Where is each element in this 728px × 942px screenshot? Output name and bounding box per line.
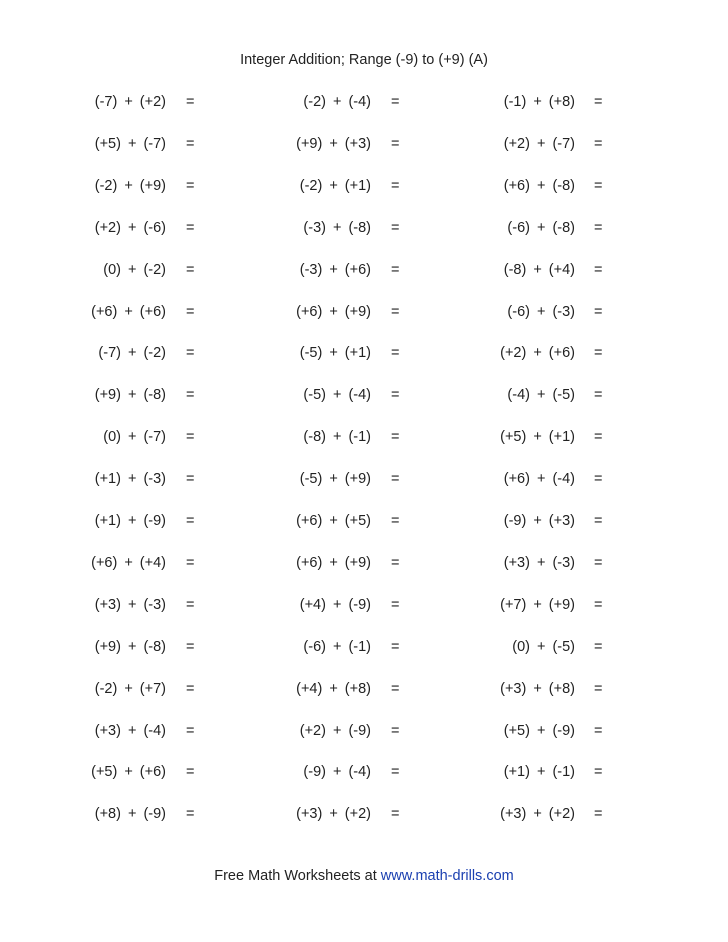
- operand-right: (+6): [344, 261, 371, 278]
- operand-left: (+6): [296, 554, 323, 571]
- plus-operator: +: [329, 177, 338, 194]
- equals-sign: =: [594, 261, 603, 278]
- plus-operator: +: [124, 764, 133, 781]
- operand-left: (+6): [91, 554, 118, 571]
- operand-right: (-9): [143, 806, 166, 823]
- operand-left: (+1): [94, 471, 121, 488]
- equals-sign: =: [594, 722, 603, 739]
- operand-right: (+9): [344, 303, 371, 320]
- plus-operator: +: [536, 135, 546, 152]
- footer-link[interactable]: www.math-drills.com: [380, 868, 514, 884]
- equals-sign: =: [186, 345, 195, 362]
- problem: [0, 762, 575, 782]
- equals-sign: =: [186, 638, 195, 655]
- operand-right: (-2): [143, 345, 166, 362]
- equals-sign: =: [186, 387, 195, 404]
- equals-sign: =: [391, 135, 400, 152]
- operand-left: (-4): [507, 387, 530, 404]
- plus-operator: +: [536, 764, 546, 781]
- plus-operator: +: [127, 596, 137, 613]
- plus-operator: +: [127, 387, 137, 404]
- plus-operator: +: [329, 261, 338, 278]
- problem-expression: [504, 721, 575, 741]
- equals-sign: =: [186, 303, 195, 320]
- plus-operator: +: [332, 94, 342, 110]
- operand-right: (+6): [139, 303, 166, 320]
- problem: [0, 134, 575, 154]
- operand-right: (-9): [143, 513, 166, 529]
- plus-operator: +: [533, 596, 542, 613]
- equals-sign: =: [391, 722, 400, 739]
- operand-right: (+2): [344, 806, 371, 823]
- plus-operator: +: [533, 680, 542, 697]
- equals-sign: =: [594, 135, 603, 152]
- operand-right: (-7): [143, 135, 166, 152]
- equals-sign: =: [391, 177, 400, 194]
- equals-sign: =: [186, 596, 195, 613]
- operand-right: (+8): [344, 680, 371, 697]
- operand-left: (+6): [503, 177, 530, 194]
- operand-right: (+9): [139, 177, 166, 194]
- operand-left: (-5): [299, 345, 323, 362]
- operand-right: (-5): [552, 387, 575, 404]
- operand-right: (+4): [139, 554, 166, 571]
- operand-right: (-3): [143, 471, 166, 488]
- operand-left: (+1): [94, 513, 121, 529]
- problem-expression: [504, 134, 575, 154]
- problem: [0, 92, 575, 112]
- problem: [0, 679, 575, 699]
- equals-sign: =: [391, 680, 400, 697]
- operand-left: (-8): [503, 261, 527, 278]
- plus-operator: +: [536, 219, 546, 236]
- operand-right: (-7): [143, 429, 166, 446]
- operand-right: (-9): [552, 722, 575, 739]
- operand-left: (+5): [503, 722, 530, 739]
- equals-sign: =: [186, 429, 195, 446]
- plus-operator: +: [124, 303, 133, 320]
- problem-expression: [504, 469, 575, 489]
- equals-sign: =: [391, 94, 400, 110]
- operand-right: (+9): [548, 596, 575, 613]
- problem: [0, 176, 575, 196]
- problem-expression: [500, 427, 575, 447]
- operand-left: (-6): [507, 219, 530, 236]
- problem-expression: [507, 218, 575, 238]
- operand-left: (-5): [299, 471, 323, 488]
- operand-left: (-7): [98, 345, 121, 362]
- operand-left: (+1): [503, 764, 530, 781]
- operand-left: (-7): [94, 94, 118, 110]
- operand-left: (0): [103, 429, 121, 446]
- problem: [0, 721, 575, 741]
- operand-right: (+1): [548, 429, 575, 446]
- equals-sign: =: [391, 429, 400, 446]
- operand-left: (-6): [303, 638, 326, 655]
- plus-operator: +: [329, 471, 338, 488]
- equals-sign: =: [594, 680, 603, 697]
- equals-sign: =: [594, 596, 603, 613]
- operand-left: (+6): [503, 471, 530, 488]
- problem: [0, 260, 575, 280]
- operand-left: (+2): [500, 345, 527, 362]
- plus-operator: +: [124, 94, 133, 110]
- problem-expression: [507, 385, 575, 405]
- problem: [0, 343, 575, 363]
- worksheet-title: Integer Addition; Range (-9) to (+9) (A): [240, 52, 488, 68]
- operand-right: (+1): [344, 345, 371, 362]
- operand-left: (0): [103, 261, 121, 278]
- operand-right: (-9): [348, 596, 371, 613]
- equals-sign: =: [594, 177, 603, 194]
- operand-right: (+6): [139, 764, 166, 781]
- equals-sign: =: [186, 94, 195, 110]
- equals-sign: =: [186, 219, 195, 236]
- problem-expression: [507, 302, 575, 322]
- equals-sign: =: [594, 429, 603, 446]
- operand-left: (+2): [299, 722, 326, 739]
- plus-operator: +: [124, 554, 133, 571]
- plus-operator: +: [127, 261, 137, 278]
- operand-right: (+3): [344, 135, 371, 152]
- operand-left: (-9): [303, 764, 326, 781]
- operand-right: (-9): [348, 722, 371, 739]
- problem-expression: [504, 176, 575, 196]
- operand-left: (+3): [94, 722, 121, 739]
- problem: [0, 469, 575, 489]
- operand-left: (+9): [94, 387, 121, 404]
- equals-sign: =: [186, 471, 195, 488]
- problem: [0, 637, 575, 657]
- plus-operator: +: [329, 806, 338, 823]
- operand-left: (+3): [503, 554, 530, 571]
- plus-operator: +: [127, 471, 137, 488]
- plus-operator: +: [127, 345, 137, 362]
- problem-expression: [504, 511, 575, 531]
- operand-left: (-2): [94, 680, 118, 697]
- equals-sign: =: [186, 177, 195, 194]
- problem: [0, 218, 575, 238]
- operand-left: (-2): [94, 177, 118, 194]
- problem: [0, 302, 575, 322]
- equals-sign: =: [391, 219, 400, 236]
- equals-sign: =: [186, 513, 195, 529]
- operand-left: (+6): [91, 303, 118, 320]
- plus-operator: +: [332, 722, 342, 739]
- equals-sign: =: [391, 554, 400, 571]
- equals-sign: =: [594, 806, 603, 823]
- equals-sign: =: [186, 764, 195, 781]
- equals-sign: =: [594, 219, 603, 236]
- plus-operator: +: [536, 303, 546, 320]
- plus-operator: +: [536, 177, 546, 194]
- operand-right: (+6): [548, 345, 575, 362]
- equals-sign: =: [594, 554, 603, 571]
- plus-operator: +: [329, 135, 338, 152]
- problem-expression: [500, 804, 575, 824]
- problem-expression: [500, 595, 575, 615]
- operand-left: (+5): [91, 764, 118, 781]
- operand-right: (+3): [548, 513, 575, 529]
- operand-right: (-8): [552, 219, 575, 236]
- operand-left: (-2): [303, 94, 326, 110]
- operand-left: (-3): [303, 219, 326, 236]
- operand-right: (+4): [548, 261, 575, 278]
- equals-sign: =: [391, 471, 400, 488]
- operand-right: (-6): [143, 219, 166, 236]
- plus-operator: +: [332, 764, 342, 781]
- plus-operator: +: [127, 806, 137, 823]
- problem-expression: [512, 637, 575, 657]
- operand-left: (-3): [299, 261, 323, 278]
- operand-right: (-8): [348, 219, 371, 236]
- plus-operator: +: [332, 638, 342, 655]
- equals-sign: =: [186, 806, 195, 823]
- plus-operator: +: [533, 806, 542, 823]
- equals-sign: =: [186, 135, 195, 152]
- operand-left: (+7): [500, 596, 527, 613]
- problem-expression: [504, 92, 575, 112]
- equals-sign: =: [391, 638, 400, 655]
- equals-sign: =: [186, 261, 195, 278]
- plus-operator: +: [329, 680, 338, 697]
- equals-sign: =: [391, 387, 400, 404]
- operand-left: (-6): [507, 303, 530, 320]
- operand-left: (+4): [299, 596, 326, 613]
- operand-right: (-8): [143, 387, 166, 404]
- equals-sign: =: [186, 680, 195, 697]
- plus-operator: +: [332, 429, 342, 446]
- equals-sign: =: [594, 513, 603, 529]
- equals-sign: =: [594, 94, 603, 110]
- equals-sign: =: [594, 387, 603, 404]
- operand-left: (-8): [303, 429, 326, 446]
- problem-expression: [504, 553, 575, 573]
- operand-right: (-1): [348, 429, 371, 446]
- operand-left: (+3): [500, 806, 527, 823]
- operand-left: (+9): [296, 135, 323, 152]
- equals-sign: =: [186, 722, 195, 739]
- equals-sign: =: [391, 764, 400, 781]
- operand-left: (-9): [503, 513, 527, 529]
- footer-text: Free Math Worksheets at: [214, 868, 381, 884]
- equals-sign: =: [594, 764, 603, 781]
- operand-left: (+3): [296, 806, 323, 823]
- operand-right: (+1): [344, 177, 371, 194]
- problem: [0, 804, 575, 824]
- operand-right: (-4): [348, 94, 371, 110]
- operand-left: (+9): [94, 638, 121, 655]
- operand-left: (-5): [303, 387, 326, 404]
- equals-sign: =: [391, 596, 400, 613]
- plus-operator: +: [536, 554, 546, 571]
- problem: [0, 511, 575, 531]
- operand-right: (-3): [552, 303, 575, 320]
- operand-right: (+5): [344, 513, 371, 529]
- operand-right: (-7): [552, 135, 575, 152]
- operand-right: (-8): [143, 638, 166, 655]
- operand-right: (+2): [139, 94, 166, 110]
- plus-operator: +: [127, 135, 137, 152]
- operand-right: (+2): [548, 806, 575, 823]
- operand-right: (-3): [552, 554, 575, 571]
- equals-sign: =: [186, 554, 195, 571]
- equals-sign: =: [391, 261, 400, 278]
- operand-right: (-4): [348, 764, 371, 781]
- plus-operator: +: [536, 387, 546, 404]
- operand-right: (+7): [139, 680, 166, 697]
- problem-expression: [504, 762, 575, 782]
- operand-right: (-4): [143, 722, 166, 739]
- operand-left: (+2): [94, 219, 121, 236]
- problem-expression: [500, 343, 575, 363]
- operand-left: (-2): [299, 177, 323, 194]
- equals-sign: =: [594, 638, 603, 655]
- operand-left: (+3): [94, 596, 121, 613]
- operand-left: (+2): [503, 135, 530, 152]
- plus-operator: +: [533, 261, 542, 278]
- equals-sign: =: [594, 345, 603, 362]
- operand-right: (-3): [143, 596, 166, 613]
- problem: [0, 553, 575, 573]
- problem: [0, 427, 575, 447]
- plus-operator: +: [329, 303, 338, 320]
- plus-operator: +: [127, 429, 137, 446]
- equals-sign: =: [594, 471, 603, 488]
- plus-operator: +: [329, 513, 338, 529]
- operand-left: (+5): [94, 135, 121, 152]
- operand-right: (+8): [548, 94, 575, 110]
- operand-left: (0): [512, 638, 530, 655]
- equals-sign: =: [391, 303, 400, 320]
- problem: [0, 385, 575, 405]
- operand-right: (-4): [348, 387, 371, 404]
- operand-right: (-1): [552, 764, 575, 781]
- operand-right: (+8): [548, 680, 575, 697]
- operand-left: (+6): [296, 303, 323, 320]
- plus-operator: +: [329, 345, 338, 362]
- plus-operator: +: [127, 722, 137, 739]
- operand-left: (-1): [503, 94, 527, 110]
- problem-expression: [504, 260, 575, 280]
- operand-right: (-1): [348, 638, 371, 655]
- plus-operator: +: [533, 429, 542, 446]
- plus-operator: +: [536, 471, 546, 488]
- operand-left: (+4): [296, 680, 323, 697]
- problem: [0, 595, 575, 615]
- plus-operator: +: [127, 638, 137, 655]
- operand-left: (+3): [500, 680, 527, 697]
- operand-right: (-4): [552, 471, 575, 488]
- plus-operator: +: [536, 722, 546, 739]
- plus-operator: +: [332, 219, 342, 236]
- footer: [0, 868, 728, 884]
- plus-operator: +: [124, 680, 133, 697]
- problem-expression: [500, 679, 575, 699]
- plus-operator: +: [127, 513, 137, 529]
- equals-sign: =: [391, 345, 400, 362]
- plus-operator: +: [127, 219, 137, 236]
- plus-operator: +: [332, 596, 342, 613]
- plus-operator: +: [533, 94, 542, 110]
- plus-operator: +: [332, 387, 342, 404]
- operand-right: (-2): [143, 261, 166, 278]
- operand-left: (+5): [500, 429, 527, 446]
- equals-sign: =: [594, 303, 603, 320]
- plus-operator: +: [533, 345, 542, 362]
- operand-right: (-8): [552, 177, 575, 194]
- plus-operator: +: [124, 177, 133, 194]
- operand-left: (+6): [296, 513, 323, 529]
- plus-operator: +: [536, 638, 546, 655]
- equals-sign: =: [391, 513, 400, 529]
- operand-left: (+8): [94, 806, 121, 823]
- operand-right: (-5): [552, 638, 575, 655]
- operand-right: (+9): [344, 471, 371, 488]
- plus-operator: +: [329, 554, 338, 571]
- operand-right: (+9): [344, 554, 371, 571]
- plus-operator: +: [533, 513, 542, 529]
- equals-sign: =: [391, 806, 400, 823]
